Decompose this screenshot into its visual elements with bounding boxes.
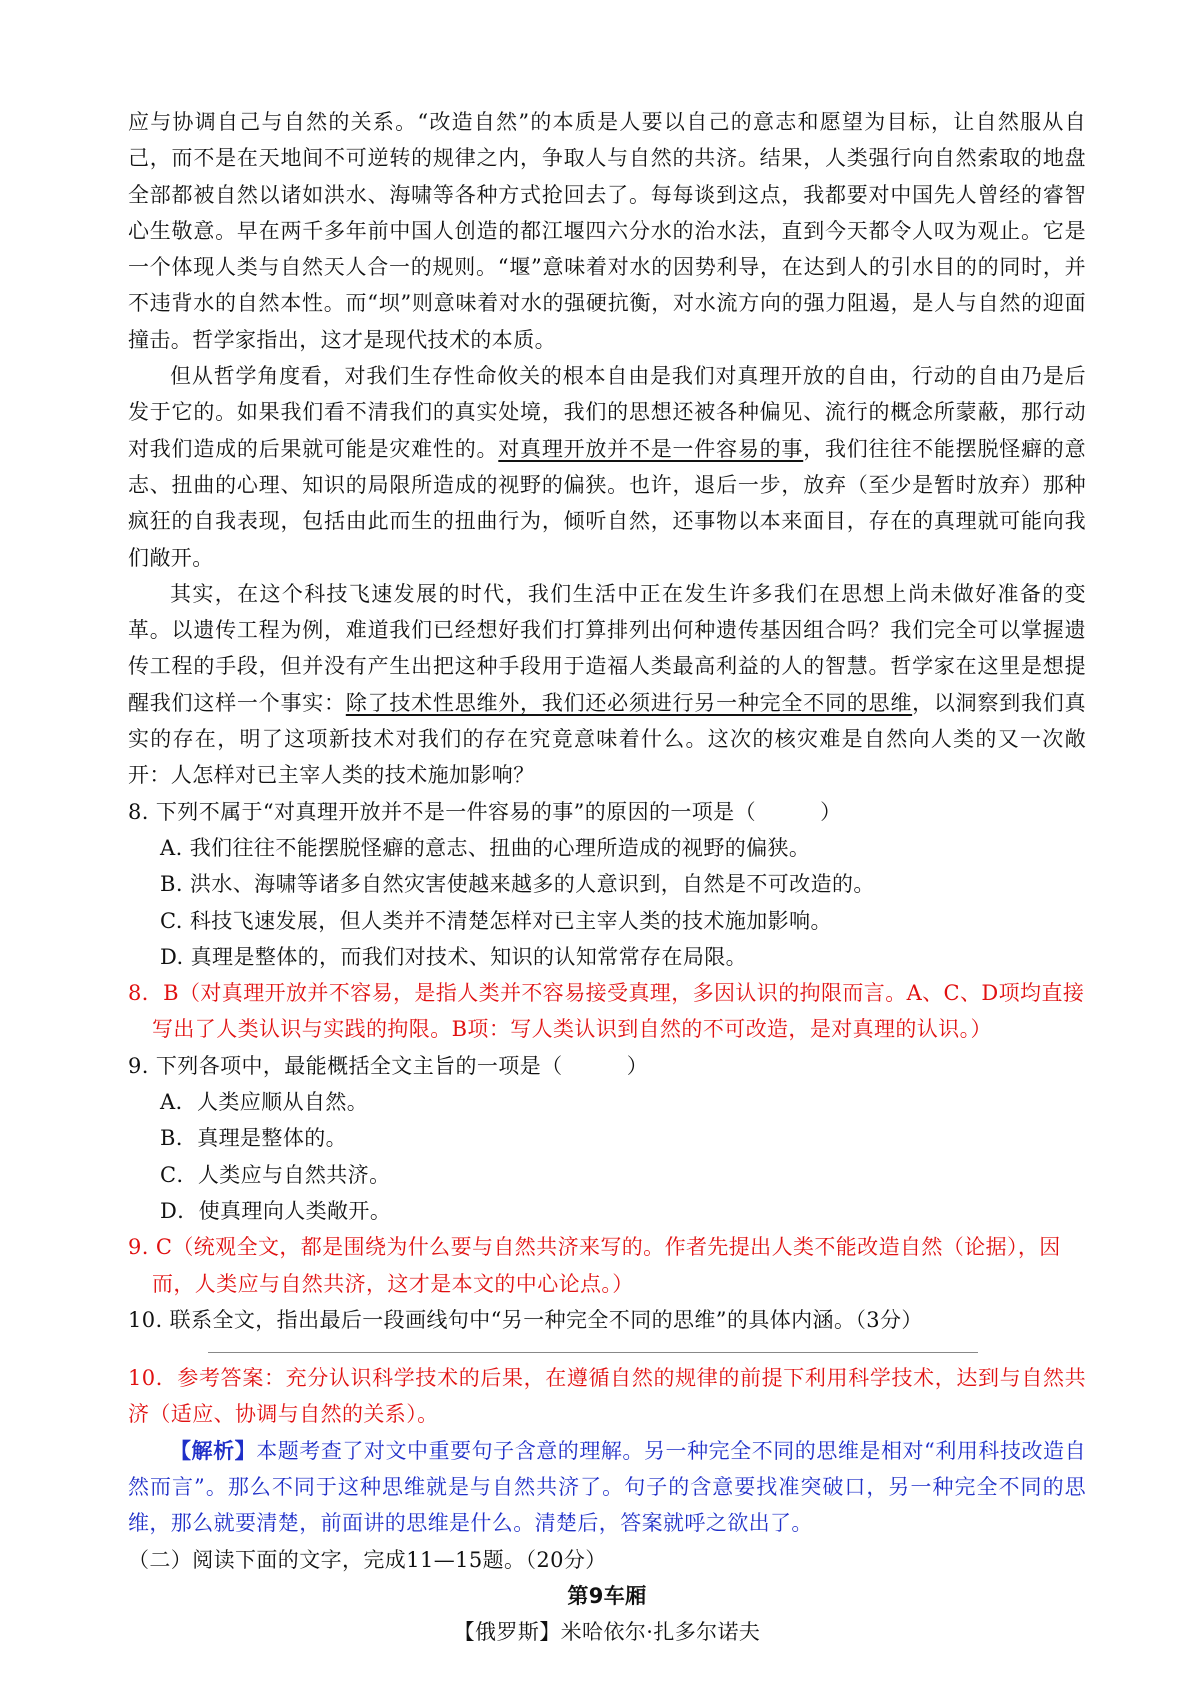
passage-paragraph-3: [128, 576, 1086, 794]
question-9-option-b: B．真理是整体的。: [160, 1126, 348, 1151]
question-8-option-a: A. 我们往往不能摆脱怪癖的意志、扭曲的心理所造成的视野的偏狭。: [160, 835, 811, 860]
explanation-text: 本题考查了对文中重要句子含意的理解。另一种完全不同的思维是相对“利用科技改造自然而言”。那么不同于这种思维就是与自然共济了。句子的含意要找准突破口，另一种完全不同的思维，那么就要清楚，前面讲的思维是什么。清楚后，答案就呼之欲出了。: [128, 1438, 1086, 1536]
question-8-answer: 8．B（对真理开放并不容易，是指人类并不容易接受真理，多因认识的拘限而言。A、C、D项均直接写出了人类认识与实践的拘限。B项：写人类认识到自然的不可改造，是对真理的认识。）: [128, 981, 1085, 1042]
passage-paragraph-1: 应与协调自己与自然的关系。“改造自然”的本质是人要以自己的意志和愿望为目标，让自然服从自己，而不是在天地间不可逆转的规律之内，争取人与自然的共济。结果，人类强行向自然索取的地盘全部都被自然以诸如洪水、海啸等各种方式抢回去了。每每谈到这点，我都要对中国先人曾经的睿智心生敬意。早在两千多年前中国人创造的都江堰四六分水的治水法，直到今天都令人叹为观止。它是一个体现人类与自然天人合一的规则。“堰”意味着对水的因势利导，在达到人的引水目的的同时，并不违背水的自然本性。而“坝”则意味着对水的强硬抗衡，对水流方向的强力阻遏，是人与自然的迎面撞击。哲学家指出，这才是现代技术的本质。: [128, 110, 1086, 352]
question-10-explanation: [128, 1433, 1086, 1542]
section-2-heading: （二）阅读下面的文字，完成11—15题。（20分）: [128, 1547, 607, 1572]
question-8-option-b: B. 洪水、海啸等诸多自然灾害使越来越多的人意识到，自然是不可改造的。: [160, 872, 875, 897]
answer-blank-line: [128, 1338, 1086, 1360]
underlined-sentence-2: 除了技术性思维外，我们还必须进行另一种完全不同的思维: [345, 690, 913, 715]
passage-paragraph-2: [128, 358, 1086, 576]
story-author: 【俄罗斯】米哈依尔·扎多尔诺夫: [453, 1620, 761, 1645]
question-10-stem: 10. 联系全文，指出最后一段画线句中“另一种完全不同的思维”的具体内涵。（3分）: [128, 1307, 923, 1332]
document-page: [128, 104, 1086, 1650]
underlined-sentence-1: 对真理开放并不是一件容易的事: [498, 436, 804, 461]
question-9-option-d: D．使真理向人类敞开。: [160, 1198, 392, 1223]
paragraph-2-text-b: ，我们往往不能摆脱怪癖的意志、扭曲的心理、知识的局限所造成的视野的偏狭。也许，退后一步，放弃（至少是暂时放弃）那种疯狂的自我表现，包括由此而生的扭曲行为，倾听自然，还事物以本来面目，存在的真理就可能向我们敞开。: [128, 436, 1086, 570]
paragraph-3-text-a: 其实，在这个科技飞速发展的时代，我们生活中正在发生许多我们在思想上尚未做好准备的变革。以遗传工程为例，难道我们已经想好我们打算排列出何种遗传基因组合吗？我们完全可以掌握遗传工程的手段，但并没有产生出把这种手段用于造福人类最高利益的人的智慧。哲学家在这里是想提醒我们这样一个事实：: [128, 581, 1086, 715]
question-9-option-a: A．人类应顺从自然。: [160, 1090, 369, 1115]
question-10-answer: 10．参考答案：充分认识科学技术的后果，在遵循自然的规律的前提下利用科学技术，达到与自然共济（适应、协调与自然的关系）。: [128, 1366, 1086, 1427]
question-9-answer: 9. C（统观全文，都是围绕为什么要与自然共济来写的。作者先提出人类不能改造自然（论据），因而，人类应与自然共济，这才是本文的中心论点。）: [128, 1235, 1061, 1296]
paragraph-2-text-a: 但从哲学角度看，对我们生存性命攸关的根本自由是我们对真理开放的自由，行动的自由乃是后发于它的。如果我们看不清我们的真实处境，我们的思想还被各种偏见、流行的概念所蒙蔽，那行动对我们造成的后果就可能是灾难性的。: [128, 364, 1086, 461]
explanation-label: 【解析】: [170, 1437, 257, 1463]
question-8-option-d: D. 真理是整体的，而我们对技术、知识的认知常常存在局限。: [160, 944, 748, 969]
story-title: 第9车厢: [567, 1583, 647, 1608]
paragraph-3-text-b: ，以洞察到我们真实的存在，明了这项新技术对我们的存在究竟意味着什么。这次的核灾难是自然向人类的又一次敞开：人怎样对已主宰人类的技术施加影响？: [128, 690, 1086, 788]
question-9-option-c: C．人类应与自然共济。: [160, 1162, 391, 1187]
question-8-option-c: C. 科技飞速发展，但人类并不清楚怎样对已主宰人类的技术施加影响。: [160, 908, 832, 933]
question-9-stem: 9. 下列各项中，最能概括全文主旨的一项是（ ）: [128, 1053, 649, 1078]
question-8-stem: 8. 下列不属于“对真理开放并不是一件容易的事”的原因的一项是（ ）: [128, 799, 842, 824]
